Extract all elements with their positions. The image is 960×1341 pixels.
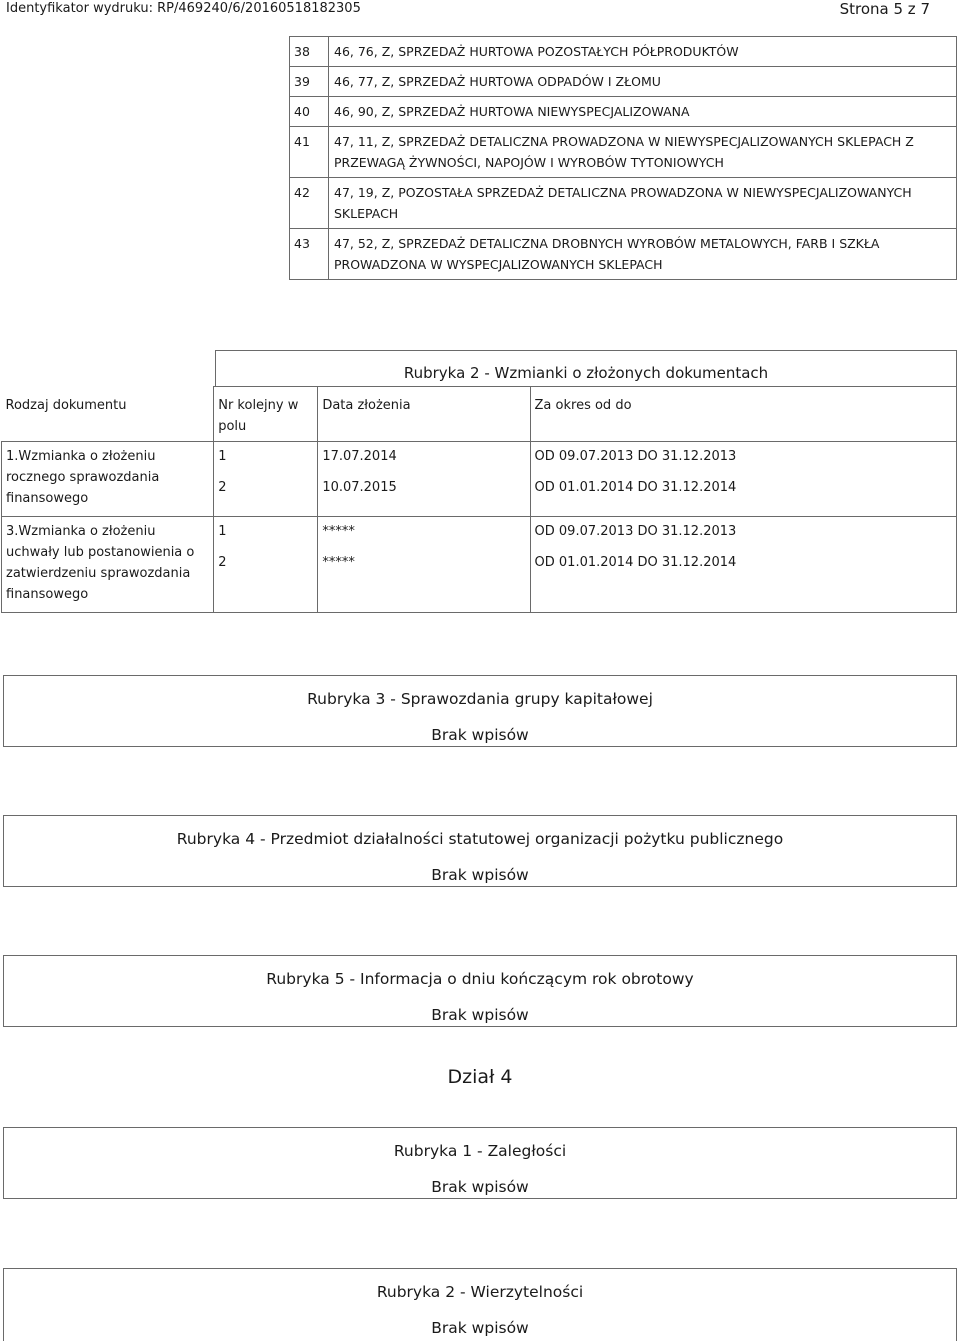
activity-text: 47, 19, Z, POZOSTAŁA SPRZEDAŻ DETALICZNA PROWADZONA W NIEWYSPECJALIZOWANYCH SKLEPACH [329,178,957,229]
rubryka4-box [3,815,957,887]
okres-value: OD 01.01.2014 DO 31.12.2014 [534,555,737,570]
table-row [2,442,957,517]
data-value: ***** [322,524,355,539]
row-number: 43 [290,229,329,280]
page-number: Strona 5 z 7 [839,0,930,18]
data-value: ***** [322,555,355,570]
dzial4-rubryka1-title: Rubryka 1 - Zaległości [393,1142,567,1160]
nr-value: 2 [218,480,227,495]
nr-cell [214,442,318,517]
nr-value: 1 [218,524,227,539]
row-number: 39 [290,67,329,97]
dzial4-rubryka1-entry: Brak wpisów [431,1178,529,1196]
okres-cell [530,517,956,613]
rodzaj-cell: 1.Wzmianka o złożeniu rocznego sprawozdania finansowego [2,442,214,517]
table-header-row [2,387,957,442]
nr-value: 1 [218,449,227,464]
rubryka5-title: Rubryka 5 - Informacja o dniu kończącym rok obrotowy [266,970,694,988]
col-header-okres: Za okres od do [530,387,956,442]
okres-value: OD 01.01.2014 DO 31.12.2014 [534,480,737,495]
table-row [290,229,957,280]
row-number: 38 [290,37,329,67]
activity-text: 46, 90, Z, SPRZEDAŻ HURTOWA NIEWYSPECJALIZOWANA [329,97,957,127]
data-value: 17.07.2014 [322,449,397,464]
nr-cell [214,517,318,613]
rubryka3-title: Rubryka 3 - Sprawozdania grupy kapitałowej [307,690,653,708]
data-cell [318,517,530,613]
table-row [290,67,957,97]
dzial4-rubryka2-entry: Brak wpisów [431,1319,529,1337]
table-row [290,37,957,67]
table-row [2,517,957,613]
print-identifier: Identyfikator wydruku: RP/469240/6/20160518182305 [6,1,361,16]
row-number: 41 [290,127,329,178]
rubryka3-box [3,675,957,747]
nr-value: 2 [218,555,227,570]
pkd-activity-table [289,36,957,280]
dzial4-heading: Dział 4 [447,1066,513,1088]
row-number: 40 [290,97,329,127]
documents-table [1,386,957,613]
okres-value: OD 09.07.2013 DO 31.12.2013 [534,449,737,464]
row-number: 42 [290,178,329,229]
data-value: 10.07.2015 [322,480,397,495]
col-header-rodzaj: Rodzaj dokumentu [2,387,214,442]
data-cell [318,442,530,517]
rubryka4-title: Rubryka 4 - Przedmiot działalności statutowej organizacji pożytku publicznego [176,830,784,848]
table-row [290,178,957,229]
dzial4-rubryka1-box [3,1127,957,1199]
activity-text: 46, 76, Z, SPRZEDAŻ HURTOWA POZOSTAŁYCH PÓŁPRODUKTÓW [329,37,957,67]
table-row [290,97,957,127]
activity-text: 46, 77, Z, SPRZEDAŻ HURTOWA ODPADÓW I ZŁOMU [329,67,957,97]
rubryka2-title: Rubryka 2 - Wzmianki o złożonych dokumentach [215,350,957,386]
activity-text: 47, 52, Z, SPRZEDAŻ DETALICZNA DROBNYCH WYROBÓW METALOWYCH, FARB I SZKŁA PROWADZONA W WYSPECJALIZOWANYCH SKLEPACH [329,229,957,280]
dzial4-rubryka2-box [3,1268,957,1341]
dzial4-rubryka2-title: Rubryka 2 - Wierzytelności [376,1283,584,1301]
col-header-nr: Nr kolejny w polu [214,387,318,442]
okres-value: OD 09.07.2013 DO 31.12.2013 [534,524,737,539]
rubryka3-entry: Brak wpisów [431,726,529,744]
rubryka5-box [3,955,957,1027]
table-row [290,127,957,178]
okres-cell [530,442,956,517]
print-header [0,0,960,22]
rubryka5-entry: Brak wpisów [431,1006,529,1024]
rodzaj-cell: 3.Wzmianka o złożeniu uchwały lub postanowienia o zatwierdzeniu sprawozdania finansowego [2,517,214,613]
rubryka4-entry: Brak wpisów [431,866,529,884]
activity-text: 47, 11, Z, SPRZEDAŻ DETALICZNA PROWADZONA W NIEWYSPECJALIZOWANYCH SKLEPACH Z PRZEWAGĄ ŻYWNOŚCI, NAPOJÓW I WYROBÓW TYTONIOWYCH [329,127,957,178]
col-header-data: Data złożenia [318,387,530,442]
